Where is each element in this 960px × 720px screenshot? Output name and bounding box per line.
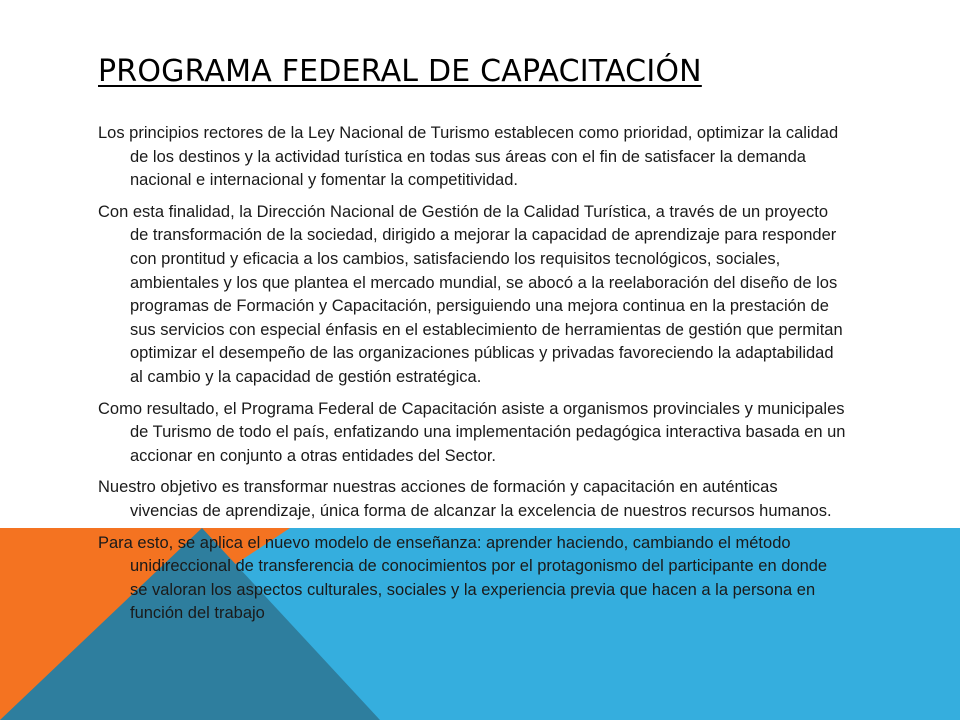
paragraph-finalidad: Con esta finalidad, la Dirección Nacional de Gestión de la Calidad Turística, a través de un proyecto de transformación de la sociedad, dirigido a mejorar la capacidad de aprendizaje para responder con prontitud y eficacia a los cambios, satisfaciendo los requisitos tecnológicos, sociales, ambientales y los que plantea el mercado mundial, se abocó a la reelaboración del diseño de los programas de Formación y Capacitación, persiguiendo una mejora continua en la prestación de sus servicios con especial énfasis en el establecimiento de herramientas de gestión que permitan optimizar el desempeño de las organizaciones públicas y privadas favoreciendo la adaptabilidad al cambio y la capacidad de gestión estratégica. [98,202,843,386]
paragraph-objetivo: Nuestro objetivo es transformar nuestras acciones de formación y capacitación en auténticas vivencias de aprendizaje, única forma de alcanzar la excelencia de nuestros recursos humanos. [98,478,832,520]
slide-body [98,122,848,634]
paragraph-resultado: Como resultado, el Programa Federal de Capacitación asiste a organismos provinciales y municipales de Turismo de todo el país, enfatizando una implementación pedagógica interactiva basada en un accionar en conjunto a otras entidades del Sector. [98,399,846,465]
slide-title: PROGRAMA FEDERAL DE CAPACITACIÓN [98,54,702,89]
paragraph-principios: Los principios rectores de la Ley Nacional de Turismo establecen como prioridad, optimizar la calidad de los destinos y la actividad turística en todas sus áreas con el fin de satisfacer la demanda nacional e internacional y fomentar la competitividad. [98,124,839,190]
paragraph-modelo: Para esto, se aplica el nuevo modelo de enseñanza: aprender haciendo, cambiando el método unidireccional de transferencia de conocimientos por el protagonismo del participante en donde se valoran los aspectos culturales, sociales y la experiencia previa que hacen a la persona en función del trabajo [98,533,828,623]
